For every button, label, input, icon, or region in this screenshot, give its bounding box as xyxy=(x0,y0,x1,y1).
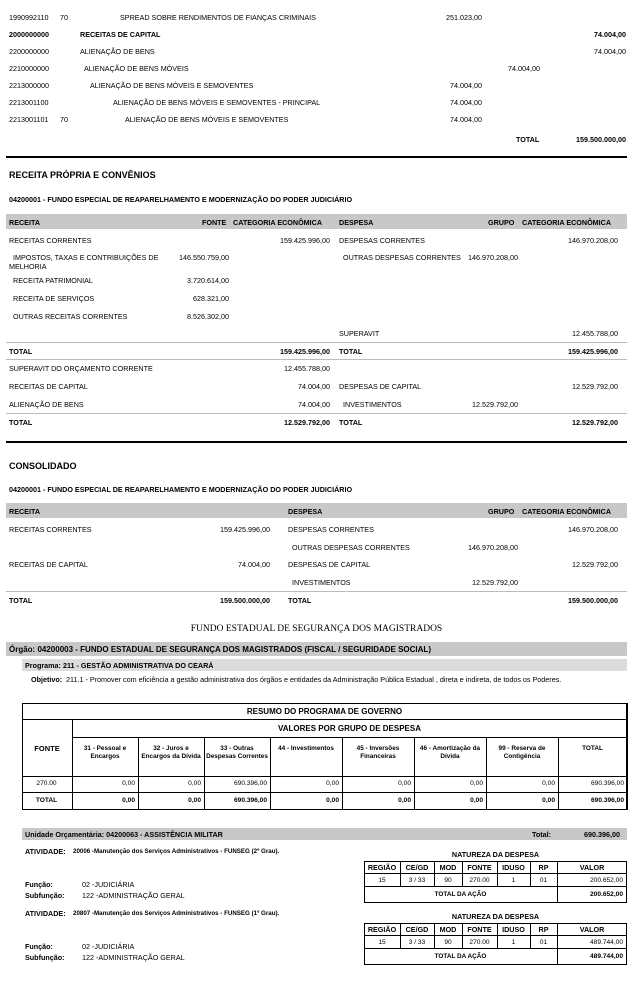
rpc-h-receita: RECEITA xyxy=(9,218,41,227)
cons-total-left: 159.500.000,00 xyxy=(220,596,270,605)
natureza-cell: 3 / 33 xyxy=(408,939,426,946)
natureza-cell: 15 xyxy=(378,939,386,946)
rpc-total-left: 159.425.996,00 xyxy=(280,347,330,356)
resumo-total-cell: 0,00 xyxy=(122,797,135,804)
natureza-header: RP xyxy=(538,925,549,934)
natureza-header: IDUSO xyxy=(502,925,525,934)
grid-line xyxy=(204,737,205,810)
resumo-total-cell: 0,00 xyxy=(470,797,483,804)
grid-line xyxy=(342,737,343,810)
resumo-col-header: 45 - Inversões Financeiras xyxy=(356,745,400,760)
rpc-patrimonial-value: 3.720.614,00 xyxy=(187,276,229,285)
grid-line xyxy=(364,948,627,949)
cons-rcap-value: 74.004,00 xyxy=(238,560,270,569)
total-acao-label: TOTAL DA AÇÃO xyxy=(434,953,487,960)
cons-h-receita: RECEITA xyxy=(9,507,41,516)
rpc-h-fonte: FONTE xyxy=(202,218,227,227)
atividade-label: ATIVIDADE: xyxy=(25,847,66,856)
top-total-value: 159.500.000,00 xyxy=(576,135,626,144)
natureza-cell: 489.744,00 xyxy=(589,939,623,946)
rpc-total2-left: 12.529.792,00 xyxy=(284,418,330,427)
grid-line xyxy=(22,703,23,810)
row-code: 2210000000 xyxy=(9,64,49,73)
divider xyxy=(22,719,627,720)
divider xyxy=(6,591,627,592)
total-acao-value: 200.652,00 xyxy=(589,891,623,898)
cons-rc-label: RECEITAS CORRENTES xyxy=(9,525,92,534)
row-code: 2200000000 xyxy=(9,47,49,56)
subfuncao-value: 122 -ADMINISTRAÇÃO GERAL xyxy=(82,953,185,962)
top-total-label: TOTAL xyxy=(516,135,540,144)
natureza-header: FONTE xyxy=(467,925,492,934)
resumo-fonte-header: FONTE xyxy=(34,744,60,753)
fesm-title: FUNDO ESTADUAL DE SEGURANÇA DOS MAGISTRADOS xyxy=(190,624,443,634)
row-description: ALIENAÇÃO DE BENS MÓVEIS xyxy=(84,64,189,73)
section-title-rpc: RECEITA PRÓPRIA E CONVÊNIOS xyxy=(9,170,156,180)
grid-line xyxy=(22,792,627,793)
natureza-header: IDUSO xyxy=(502,863,525,872)
rpc-dc-value: 146.970.208,00 xyxy=(568,236,618,245)
row-code: 2000000000 xyxy=(9,30,49,39)
resumo-col-header: TOTAL xyxy=(582,745,603,752)
rpc-total2-label-right: TOTAL xyxy=(339,418,363,427)
grid-line xyxy=(364,886,627,887)
cons-invest-value: 12.529.792,00 xyxy=(472,578,518,587)
natureza-cell: 270.00 xyxy=(469,877,490,884)
row-fonte: 70 xyxy=(60,115,68,124)
rpc-impostos-label: IMPOSTOS, TAXAS E CONTRIBUIÇÕES DE xyxy=(13,253,159,262)
rpc-servicos-label: RECEITA DE SERVIÇOS xyxy=(13,294,95,303)
unidade-label: Unidade Orçamentária: 04200063 - ASSISTÊNCIA MILITAR xyxy=(25,830,223,839)
orgao-label: Órgão: 04200003 - FUNDO ESTADUAL DE SEGURANÇA DOS MAGISTRADOS (FISCAL / SEGURIDADE SOCIAL) xyxy=(9,645,431,654)
resumo-col-header: 99 - Reserva de Contigência xyxy=(498,745,546,760)
funcao-label: Função: xyxy=(25,942,53,951)
cons-dcap-value: 12.529.792,00 xyxy=(572,560,618,569)
rpc-sup-orc-label: SUPERAVIT DO ORÇAMENTO CORRENTE xyxy=(9,364,153,373)
atividade-text: 20807 -Manutenção dos Serviços Administrativos - FUNSEG (1º Grau). xyxy=(73,910,280,917)
resumo-title: RESUMO DO PROGRAMA DE GOVERNO xyxy=(246,707,403,716)
natureza-cell: 1 xyxy=(511,877,516,884)
objetivo-label: Objetivo: xyxy=(31,675,63,684)
subfuncao-label: Subfunção: xyxy=(25,953,65,962)
rpc-servicos-value: 628.321,00 xyxy=(193,294,229,303)
row-description: SPREAD SOBRE RENDIMENTOS DE FIANÇAS CRIMINAIS xyxy=(120,13,316,22)
rpc-odc-label: OUTRAS DESPESAS CORRENTES xyxy=(343,253,461,262)
row-code: 2213000000 xyxy=(9,81,49,90)
resumo-col-header: 33 - Outras Despesas Correntes xyxy=(206,745,268,760)
resumo-cell: 690.396,00 xyxy=(590,780,624,787)
grid-line xyxy=(364,935,627,936)
natureza-header: VALOR xyxy=(579,925,605,934)
funcao-label: Função: xyxy=(25,880,53,889)
resumo-col-header: 46 - Amortização da Dívida xyxy=(419,745,481,760)
row-value: 74.004,00 xyxy=(450,98,482,107)
natureza-header: MOD xyxy=(439,863,457,872)
cons-dc-value: 146.970.208,00 xyxy=(568,525,618,534)
total-acao-label: TOTAL DA AÇÃO xyxy=(434,891,487,898)
rpc-rc-label: RECEITAS CORRENTES xyxy=(9,236,92,245)
row-code: 2213001100 xyxy=(9,98,49,107)
divider xyxy=(6,441,627,443)
grid-line xyxy=(627,703,628,810)
grid-line xyxy=(138,737,139,810)
rpc-dcap-value: 12.529.792,00 xyxy=(572,382,618,391)
natureza-title: NATUREZA DA DESPESA xyxy=(451,850,540,859)
resumo-total-cell: 0,00 xyxy=(188,797,201,804)
section-subtitle-consolidado: 04200001 - FUNDO ESPECIAL DE REAPARELHAMENTO E MODERNIZAÇÃO DO PODER JUDICIÁRIO xyxy=(9,485,353,494)
rpc-outras-value: 8.526.302,00 xyxy=(187,312,229,321)
rpc-h-despesa: DESPESA xyxy=(339,218,374,227)
natureza-cell: 200.652,00 xyxy=(589,877,623,884)
natureza-header: FONTE xyxy=(467,863,492,872)
rpc-outras-label: OUTRAS RECEITAS CORRENTES xyxy=(13,312,128,321)
rpc-superavit-label: SUPERAVIT xyxy=(339,329,380,338)
rpc-rc-value: 159.425.996,00 xyxy=(280,236,330,245)
section-subtitle-rpc: 04200001 - FUNDO ESPECIAL DE REAPARELHAMENTO E MODERNIZAÇÃO DO PODER JUDICIÁRIO xyxy=(9,195,353,204)
natureza-header: CE/GD xyxy=(405,925,429,934)
cons-h-despesa: DESPESA xyxy=(288,507,323,516)
rpc-alien-label: ALIENAÇÃO DE BENS xyxy=(9,400,84,409)
rpc-rcap-value: 74.004,00 xyxy=(298,382,330,391)
resumo-col-header: 32 - Juros e Encargos da Dívida xyxy=(141,745,201,760)
row-description: ALIENAÇÃO DE BENS MÓVEIS E SEMOVENTES xyxy=(90,81,254,90)
rpc-total-label-right: TOTAL xyxy=(339,347,363,356)
rpc-odc-value: 146.970.208,00 xyxy=(468,253,518,262)
natureza-cell: 270.00 xyxy=(469,939,490,946)
resumo-total-cell: 0,00 xyxy=(542,797,555,804)
natureza-cell: 3 / 33 xyxy=(408,877,426,884)
natureza-header: REGIÃO xyxy=(367,863,397,872)
natureza-cell: 01 xyxy=(539,877,548,884)
grid-line xyxy=(72,719,73,810)
resumo-cell: 690.396,00 xyxy=(233,780,267,787)
row-description: RECEITAS DE CAPITAL xyxy=(80,30,161,39)
grid-line xyxy=(22,776,627,777)
rpc-invest-label: INVESTIMENTOS xyxy=(343,400,402,409)
grid-line xyxy=(414,737,415,810)
atividade-label: ATIVIDADE: xyxy=(25,909,66,918)
row-description: ALIENAÇÃO DE BENS xyxy=(80,47,155,56)
divider xyxy=(72,737,627,738)
rpc-h-cat: CATEGORIA ECONÔMICA xyxy=(233,218,323,227)
rpc-sup-orc-value: 12.455.788,00 xyxy=(284,364,330,373)
resumo-total-cell: 0,00 xyxy=(326,797,339,804)
programa-label: Programa: 211 - GESTÃO ADMINISTRATIVA DO CEARÁ xyxy=(25,661,214,670)
resumo-total-cell: TOTAL xyxy=(35,797,58,804)
natureza-cell: 90 xyxy=(444,877,452,884)
rpc-total-right: 159.425.996,00 xyxy=(568,347,618,356)
row-description: ALIENAÇÃO DE BENS MÓVEIS E SEMOVENTES xyxy=(125,115,289,124)
cons-h-grupo: GRUPO xyxy=(488,507,515,516)
row-value: 251.023,00 xyxy=(446,13,482,22)
row-value: 74.004,00 xyxy=(508,64,540,73)
resumo-cell: 0,00 xyxy=(326,780,339,787)
unidade-total-label: Total: xyxy=(532,830,552,839)
cons-invest-label: INVESTIMENTOS xyxy=(292,578,351,587)
rpc-dc-label: DESPESAS CORRENTES xyxy=(339,236,425,245)
resumo-cell: 270.00 xyxy=(36,780,57,787)
row-value: 74.004,00 xyxy=(450,81,482,90)
atividade-text: 20006 -Manutenção dos Serviços Administrativos - FUNSEG (2º Grau). xyxy=(73,848,280,855)
cons-total-label: TOTAL xyxy=(9,596,33,605)
resumo-cell: 0,00 xyxy=(188,780,201,787)
natureza-cell: 1 xyxy=(511,939,516,946)
cons-total-right: 159.500.000,00 xyxy=(568,596,618,605)
grid-line xyxy=(486,737,487,810)
rpc-invest-value: 12.529.792,00 xyxy=(472,400,518,409)
resumo-col-header: 31 - Pessoal e Encargos xyxy=(83,745,127,760)
cons-h-cat: CATEGORIA ECONÔMICA xyxy=(522,507,612,516)
section-title-consolidado: CONSOLIDADO xyxy=(9,461,77,471)
cons-dcap-label: DESPESAS DE CAPITAL xyxy=(288,560,371,569)
natureza-cell: 15 xyxy=(378,877,386,884)
rpc-dcap-label: DESPESAS DE CAPITAL xyxy=(339,382,422,391)
objetivo-text: 211.1 - Promover com eficiência a gestão administrativa dos órgãos e entidades da Administração Pública Estadual , direta e indireta, de todos os Poderes. xyxy=(66,675,562,684)
resumo-cell: 0,00 xyxy=(122,780,135,787)
divider xyxy=(6,342,627,343)
natureza-header: MOD xyxy=(439,925,457,934)
rpc-h-cat2: CATEGORIA ECONÔMICA xyxy=(522,218,612,227)
funcao-value: 02 -JUDICIÁRIA xyxy=(82,880,135,889)
subfuncao-label: Subfunção: xyxy=(25,891,65,900)
row-description: ALIENAÇÃO DE BENS MÓVEIS E SEMOVENTES - PRINCIPAL xyxy=(113,98,321,107)
natureza-cell: 01 xyxy=(539,939,548,946)
resumo-subtitle: VALORES POR GRUPO DE DESPESA xyxy=(278,724,421,733)
row-value: 74.004,00 xyxy=(594,47,626,56)
row-code: 1990992110 xyxy=(9,13,49,22)
rpc-total2-label: TOTAL xyxy=(9,418,33,427)
natureza-header: VALOR xyxy=(579,863,605,872)
row-value: 74.004,00 xyxy=(594,30,626,39)
cons-odc-value: 146.970.208,00 xyxy=(468,543,518,552)
natureza-header: REGIÃO xyxy=(367,925,397,934)
row-fonte: 70 xyxy=(60,13,68,22)
cons-dc-label: DESPESAS CORRENTES xyxy=(288,525,374,534)
total-acao-value: 489.744,00 xyxy=(589,953,623,960)
natureza-header: RP xyxy=(538,863,549,872)
divider xyxy=(6,359,627,360)
resumo-cell: 0,00 xyxy=(470,780,483,787)
rpc-alien-value: 74.004,00 xyxy=(298,400,330,409)
funcao-value: 02 -JUDICIÁRIA xyxy=(82,942,135,951)
rpc-h-grupo: GRUPO xyxy=(488,218,515,227)
rpc-patrimonial-label: RECEITA PATRIMONIAL xyxy=(13,276,93,285)
rpc-impostos-value: 146.550.759,00 xyxy=(179,253,229,262)
row-value: 74.004,00 xyxy=(450,115,482,124)
rpc-impostos-label2: MELHORIA xyxy=(9,262,47,271)
divider xyxy=(6,156,627,158)
resumo-total-cell: 690.396,00 xyxy=(590,797,624,804)
rpc-total-label: TOTAL xyxy=(9,347,33,356)
natureza-title: NATUREZA DA DESPESA xyxy=(451,912,540,921)
divider xyxy=(6,413,627,414)
resumo-cell: 0,00 xyxy=(398,780,411,787)
grid-line xyxy=(558,737,559,810)
cons-rcap-label: RECEITAS DE CAPITAL xyxy=(9,560,88,569)
resumo-col-header: 44 - Investimentos xyxy=(278,745,334,752)
cons-rc-value: 159.425.996,00 xyxy=(220,525,270,534)
natureza-cell: 90 xyxy=(444,939,452,946)
rpc-rcap-label: RECEITAS DE CAPITAL xyxy=(9,382,88,391)
resumo-total-cell: 0,00 xyxy=(398,797,411,804)
unidade-total-value: 690.396,00 xyxy=(584,830,620,839)
rpc-total2-right: 12.529.792,00 xyxy=(572,418,618,427)
resumo-cell: 0,00 xyxy=(542,780,555,787)
subfuncao-value: 122 -ADMINISTRAÇÃO GERAL xyxy=(82,891,185,900)
row-code: 2213001101 xyxy=(9,115,49,124)
cons-odc-label: OUTRAS DESPESAS CORRENTES xyxy=(292,543,410,552)
resumo-total-cell: 690.396,00 xyxy=(233,797,267,804)
natureza-header: CE/GD xyxy=(405,863,429,872)
cons-total-label-right: TOTAL xyxy=(288,596,312,605)
grid-line xyxy=(364,873,627,874)
grid-line xyxy=(270,737,271,810)
rpc-superavit-value: 12.455.788,00 xyxy=(572,329,618,338)
